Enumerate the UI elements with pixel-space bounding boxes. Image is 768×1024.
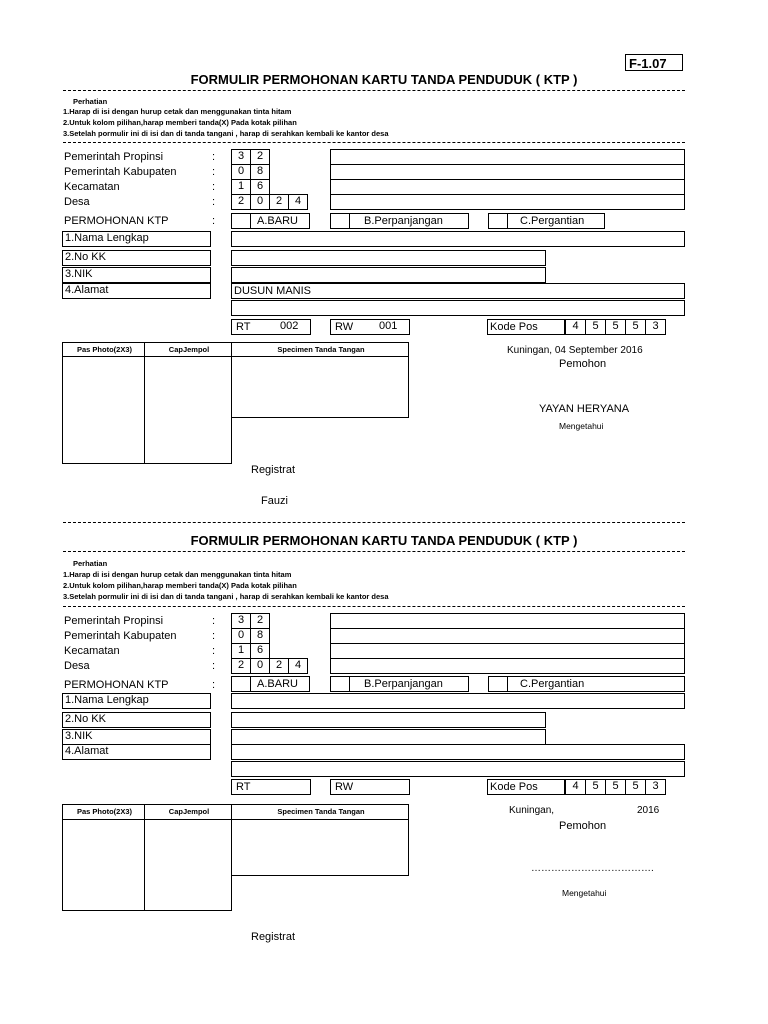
kabupaten-digit-1[interactable]: 0 (231, 164, 251, 180)
kodepos-digit-2[interactable]: 5 (585, 779, 606, 795)
propinsi-digit-1[interactable]: 3 (231, 149, 251, 165)
label-propinsi: Pemerintah Propinsi (64, 615, 164, 627)
label-desa: Desa (64, 196, 90, 208)
desa-digit-1[interactable]: 2 (231, 194, 251, 210)
label-desa: Desa (64, 660, 90, 672)
kabupaten-digit-2[interactable]: 8 (250, 628, 270, 644)
propinsi-digit-2[interactable]: 2 (250, 613, 270, 629)
note-line-3: 3.Setelah pormulir ini di isi dan di tanda tangani , harap di serahkan kembali ke kantor desa (63, 592, 389, 601)
kecamatan-digit-1[interactable]: 1 (231, 643, 251, 659)
label-alamat: 4.Alamat (62, 744, 211, 760)
kodepos-label-box (487, 779, 565, 795)
rw-value: 001 (379, 320, 398, 332)
rt-label: RT (236, 321, 251, 333)
alamat-value: DUSUN MANIS (234, 285, 312, 297)
cap-jempol-label: CapJempol (168, 345, 210, 354)
kodepos-label: Kode Pos (490, 321, 538, 333)
rt-value: 002 (280, 320, 299, 332)
label-permohonan: PERMOHONAN KTP (64, 679, 169, 691)
form-title: FORMULIR PERMOHONAN KARTU TANDA PENDUDUK ( KTP ) (190, 72, 578, 87)
dashed-divider (63, 551, 685, 552)
signer-name: YAYAN HERYANA (539, 403, 630, 415)
note-line-1: 1.Harap di isi dengan hurup cetak dan menggunakan tinta hitam (63, 570, 292, 579)
colon: : (212, 151, 216, 163)
place-date: Kuningan, 04 September 2016 (507, 345, 643, 356)
form-code: F-1.07 (625, 54, 683, 71)
notes-heading: Perhatian (73, 559, 108, 568)
kodepos-digit-4[interactable]: 5 (625, 319, 646, 335)
registrat-label: Registrat (251, 464, 296, 476)
cap-jempol-label: CapJempol (168, 807, 210, 816)
registrat-name: Fauzi (261, 495, 288, 507)
registrat-label: Registrat (251, 931, 296, 943)
pas-photo-header (62, 804, 145, 820)
label-kabupaten: Pemerintah Kabupaten (64, 166, 177, 178)
place: Kuningan, (509, 805, 555, 816)
desa-digit-1[interactable]: 2 (231, 658, 251, 674)
note-line-2: 2.Untuk kolom pilihan,harap memberi tanda(X) Pada kotak pilihan (63, 581, 297, 590)
colon: : (212, 166, 216, 178)
kodepos-digit-3[interactable]: 5 (605, 779, 626, 795)
specimen-label: Specimen Tanda Tangan (277, 345, 365, 354)
desa-digit-3[interactable]: 2 (269, 194, 289, 210)
nokk-field[interactable] (231, 712, 546, 728)
label-nokk: 2.No KK (62, 250, 211, 266)
pas-photo-label: Pas Photo(2X3) (76, 345, 132, 354)
alamat-field-2[interactable] (231, 761, 685, 777)
kecamatan-digit-2[interactable]: 6 (250, 643, 270, 659)
pemohon-label: Pemohon (559, 358, 607, 370)
kodepos-label: Kode Pos (490, 781, 538, 793)
checkbox-baru[interactable] (231, 676, 251, 692)
label-kabupaten: Pemerintah Kabupaten (64, 630, 177, 642)
label-nama: 1.Nama Lengkap (62, 231, 211, 247)
cap-jempol-header (144, 804, 232, 820)
kodepos-digit-5[interactable]: 3 (645, 319, 666, 335)
option-pergantian-label: C.Pergantian (520, 215, 585, 227)
cap-jempol-box[interactable] (144, 819, 232, 911)
option-baru-label: A.BARU (257, 215, 298, 227)
colon: : (212, 215, 216, 227)
propinsi-name-field[interactable] (330, 613, 685, 629)
kodepos-digit-4[interactable]: 5 (625, 779, 646, 795)
pas-photo-label: Pas Photo(2X3) (76, 807, 132, 816)
year: 2016 (637, 805, 660, 816)
label-nama: 1.Nama Lengkap (62, 693, 211, 709)
note-line-1: 1.Harap di isi dengan hurup cetak dan menggunakan tinta hitam (63, 107, 292, 116)
rw-label: RW (335, 321, 354, 333)
kodepos-digit-1[interactable]: 4 (565, 319, 586, 335)
dashed-divider (63, 606, 685, 607)
notes-heading: Perhatian (73, 97, 108, 106)
colon: : (212, 181, 216, 193)
desa-digit-2[interactable]: 0 (250, 658, 270, 674)
specimen-label: Specimen Tanda Tangan (277, 807, 365, 816)
desa-digit-2[interactable]: 0 (250, 194, 270, 210)
kodepos-digit-1[interactable]: 4 (565, 779, 586, 795)
propinsi-digit-1[interactable]: 3 (231, 613, 251, 629)
rw-field[interactable] (330, 779, 410, 795)
mengetahui-label: Mengetahui (559, 421, 604, 431)
nik-field[interactable] (231, 729, 546, 745)
mengetahui-label: Mengetahui (562, 888, 607, 898)
nama-field[interactable] (231, 693, 685, 709)
desa-digit-3[interactable]: 2 (269, 658, 289, 674)
rt-field[interactable] (231, 779, 311, 795)
colon: : (212, 630, 216, 642)
pas-photo-box[interactable] (62, 819, 145, 911)
label-kecamatan: Kecamatan (64, 645, 120, 657)
note-line-2: 2.Untuk kolom pilihan,harap memberi tanda(X) Pada kotak pilihan (63, 118, 297, 127)
option-perpanjangan-label: B.Perpanjangan (364, 678, 443, 690)
desa-digit-4[interactable]: 4 (288, 658, 308, 674)
note-line-3: 3.Setelah pormulir ini di isi dan di tanda tangani , harap di serahkan kembali ke kantor desa (63, 129, 389, 138)
kecamatan-digit-2[interactable]: 6 (250, 179, 270, 195)
kecamatan-name-field[interactable] (330, 643, 685, 659)
kodepos-digit-2[interactable]: 5 (585, 319, 606, 335)
label-propinsi: Pemerintah Propinsi (64, 151, 164, 163)
dashed-divider (63, 522, 685, 523)
signer-line: ………………………………. (531, 863, 654, 874)
propinsi-digit-2[interactable]: 2 (250, 149, 270, 165)
kabupaten-digit-2[interactable]: 8 (250, 164, 270, 180)
label-nokk: 2.No KK (62, 712, 211, 728)
alamat-field-1[interactable] (231, 744, 685, 760)
label-alamat: 4.Alamat (62, 283, 211, 299)
kodepos-digit-5[interactable]: 3 (645, 779, 666, 795)
colon: : (212, 679, 216, 691)
desa-name-field[interactable] (330, 658, 685, 674)
label-permohonan: PERMOHONAN KTP (64, 215, 169, 227)
option-baru-label: A.BARU (257, 678, 298, 690)
kecamatan-digit-1[interactable]: 1 (231, 179, 251, 195)
label-nik: 3.NIK (62, 267, 211, 283)
label-nik: 3.NIK (62, 729, 211, 745)
colon: : (212, 660, 216, 672)
form-title: FORMULIR PERMOHONAN KARTU TANDA PENDUDUK ( KTP ) (190, 533, 578, 548)
kabupaten-digit-1[interactable]: 0 (231, 628, 251, 644)
colon: : (212, 615, 216, 627)
checkbox-perpanjangan[interactable] (330, 676, 350, 692)
option-pergantian-label: C.Pergantian (520, 678, 585, 690)
colon: : (212, 645, 216, 657)
checkbox-pergantian[interactable] (488, 676, 508, 692)
option-perpanjangan-label: B.Perpanjangan (364, 215, 443, 227)
option-baru[interactable] (250, 676, 310, 692)
pemohon-label: Pemohon (559, 820, 607, 832)
rw-label: RW (335, 781, 354, 793)
colon: : (212, 196, 216, 208)
specimen-header (231, 804, 409, 820)
kabupaten-name-field[interactable] (330, 628, 685, 644)
label-kecamatan: Kecamatan (64, 181, 120, 193)
kodepos-digit-3[interactable]: 5 (605, 319, 626, 335)
rt-label: RT (236, 781, 251, 793)
option-perpanjangan[interactable] (349, 676, 469, 692)
specimen-box[interactable] (231, 819, 409, 876)
option-pergantian[interactable] (507, 676, 685, 692)
desa-digit-4[interactable]: 4 (288, 194, 308, 210)
